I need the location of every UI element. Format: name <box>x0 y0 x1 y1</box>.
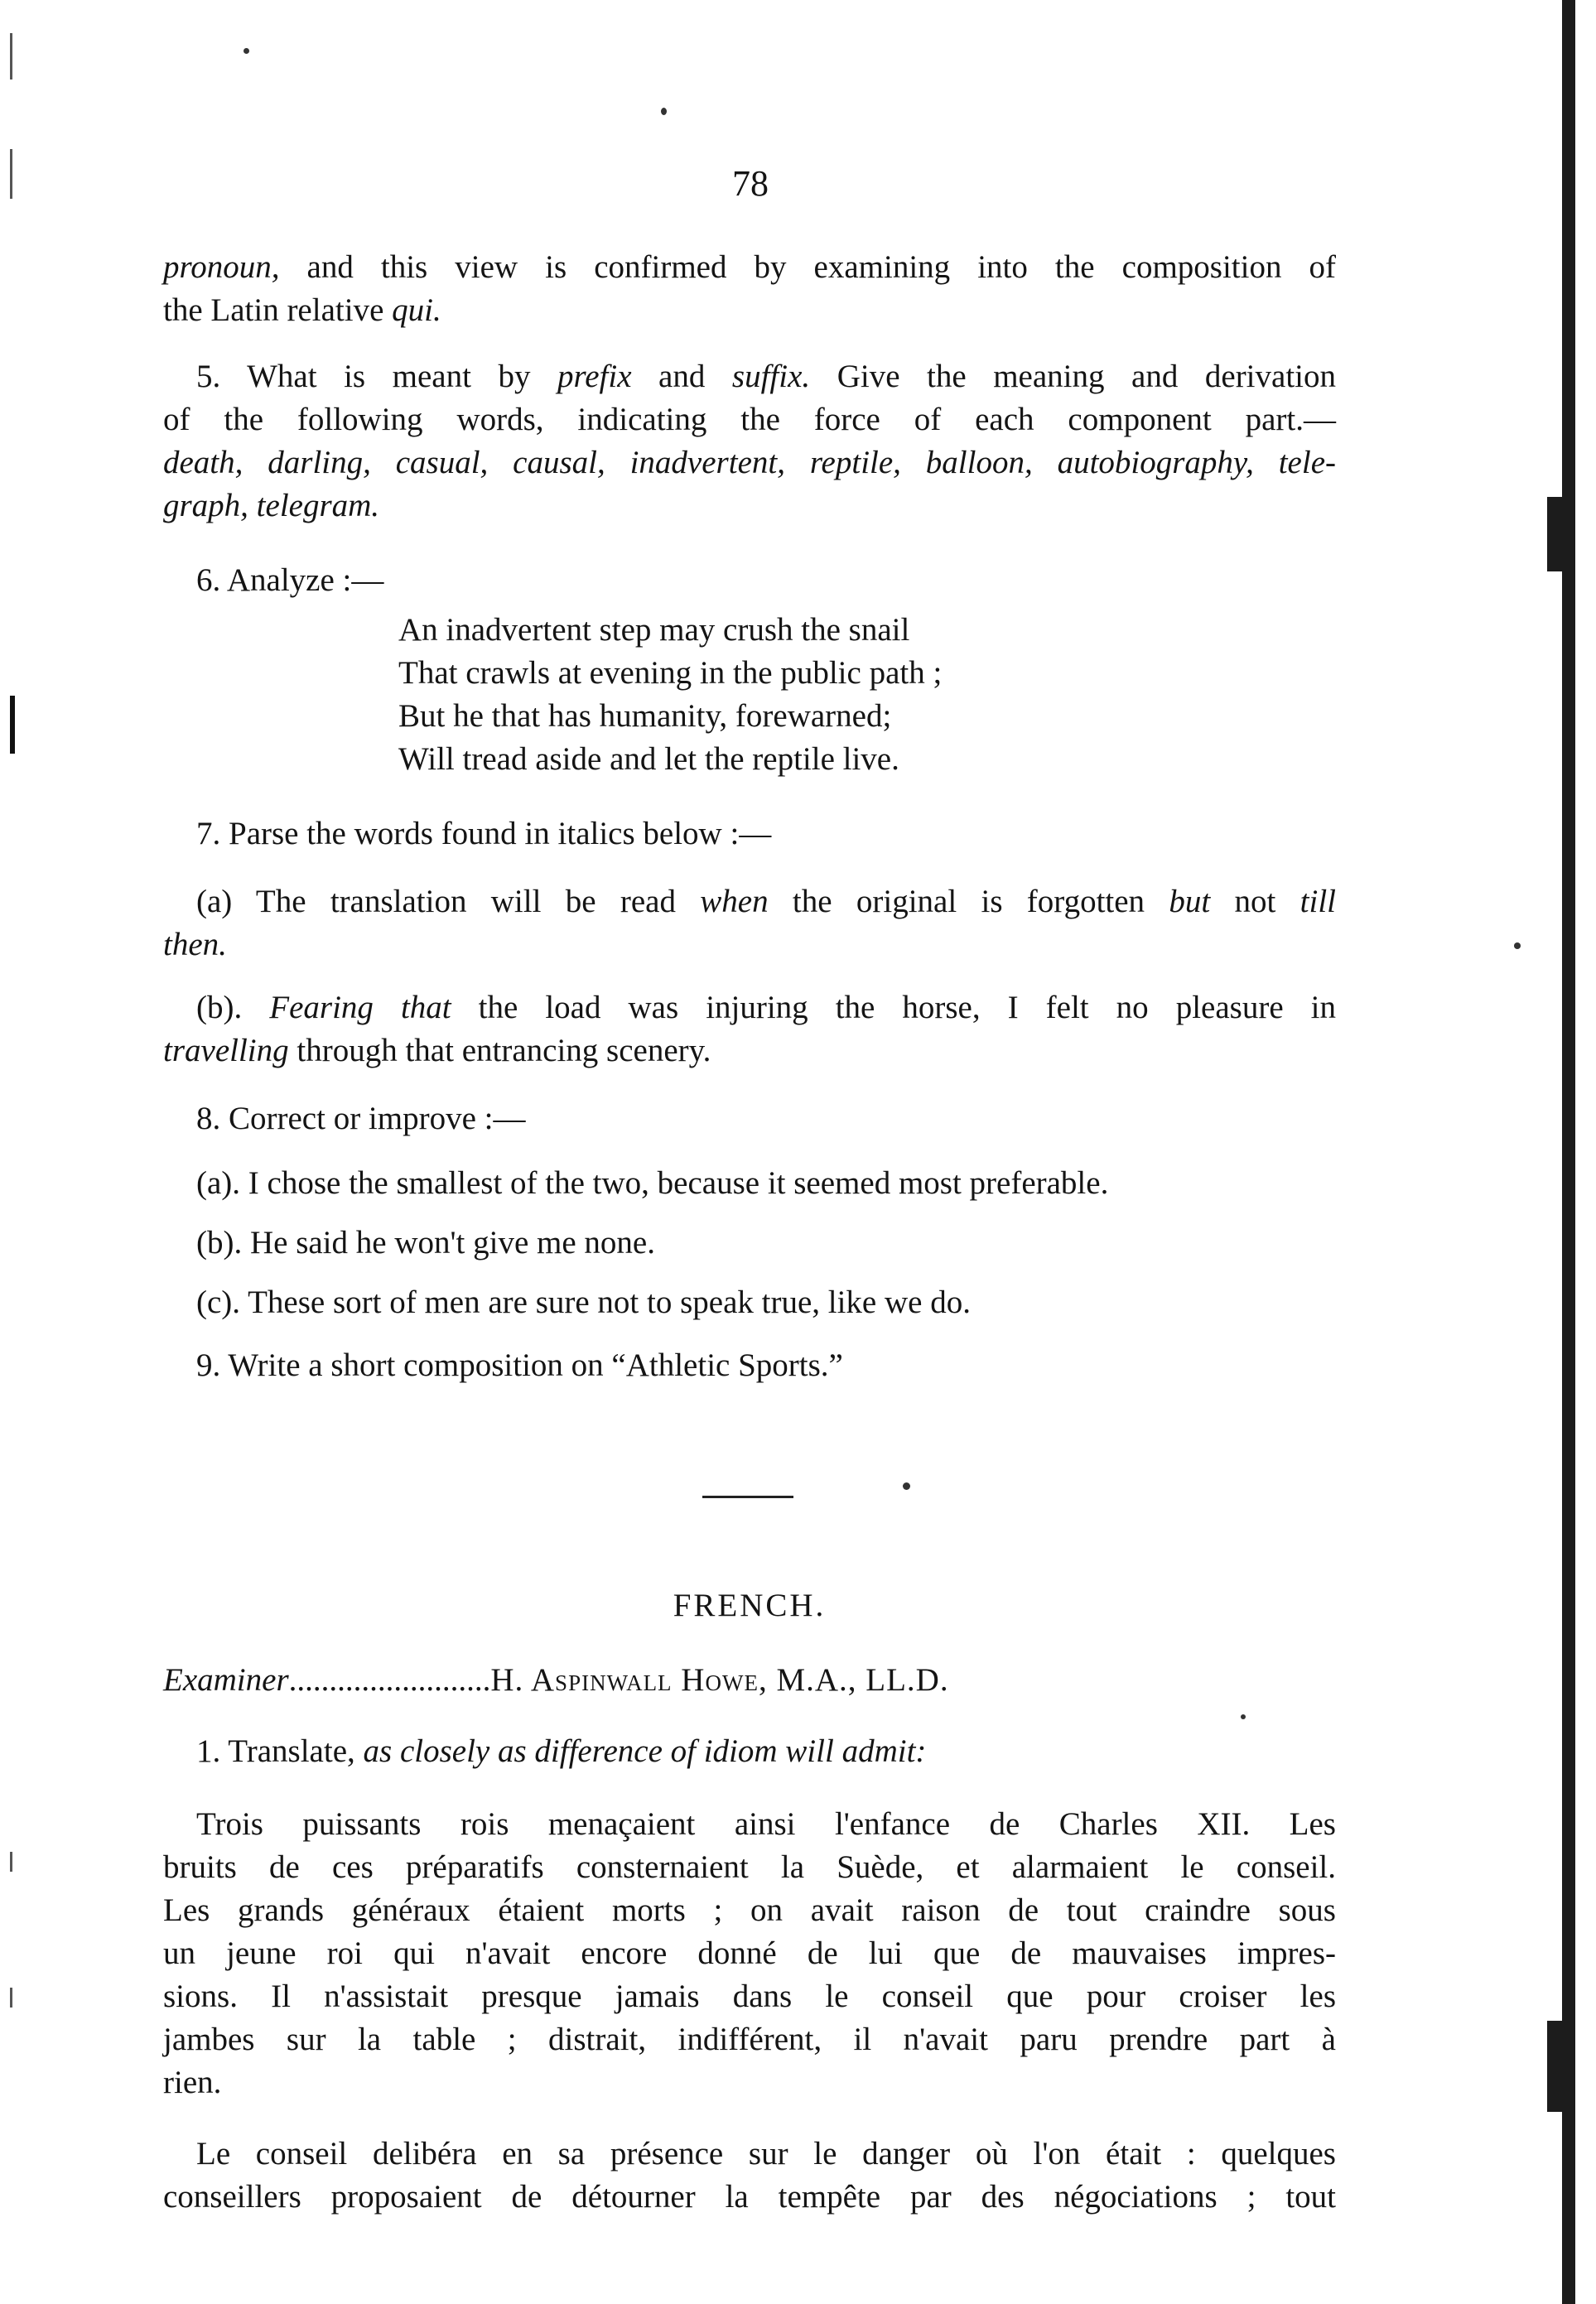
q4-line-2: the Latin relative qui. <box>163 292 441 328</box>
q5-line-1: 5. What is meant by prefix and suffix. Give the meaning and derivation <box>196 359 1337 394</box>
scan-margin-mark <box>10 1988 12 2008</box>
q5-word-list: death, darling, casual, causal, inadvertent, reptile, balloon, autobiography, tele- <box>163 445 1336 480</box>
scan-binding-edge <box>1562 0 1575 2304</box>
poem-line: That crawls at evening in the public path ; <box>398 655 943 691</box>
q7-label: 7. Parse the words found in italics below :— <box>196 816 772 851</box>
q5-word-list-end: graph, telegram. <box>163 488 380 523</box>
scan-speck <box>1241 1714 1246 1719</box>
section-divider <box>702 1496 793 1498</box>
page-number: 78 <box>732 163 769 204</box>
scan-margin-mark <box>10 33 12 80</box>
scan-binding-notch <box>1547 497 1564 571</box>
french-paragraph-line: bruits de ces préparatifs consternaient la Suède, et alarmaient le conseil. <box>163 1849 1336 1885</box>
q9: 9. Write a short composition on “Athletic Sports.” <box>196 1347 843 1383</box>
french-q1-label: 1. Translate, as closely as difference of idiom will admit: <box>196 1733 927 1769</box>
q7-b-line-2: travelling through that entrancing scenery. <box>163 1033 711 1068</box>
scan-margin-mark <box>10 149 12 199</box>
french-paragraph-line: jambes sur la table ; distrait, indifférent, il n'avait paru prendre part à <box>163 2022 1336 2057</box>
french-paragraph-line: un jeune roi qui n'avait encore donné de lui que de mauvaises impres- <box>163 1935 1336 1971</box>
q6-label: 6. Analyze :— <box>196 562 384 598</box>
scan-speck <box>1514 942 1521 949</box>
french-paragraph-line: sions. Il n'assistait presque jamais dans le conseil que pour croiser les <box>163 1979 1336 2014</box>
poem-line: Will tread aside and let the reptile live. <box>398 741 899 777</box>
scan-margin-mark <box>10 696 15 754</box>
examiner-line: Examiner.........................H. Aspinwall Howe, M.A., LL.D. <box>163 1662 949 1698</box>
q7-a-line-2: then. <box>163 927 227 962</box>
q8-label: 8. Correct or improve :— <box>196 1101 526 1136</box>
poem-line: But he that has humanity, forewarned; <box>398 698 892 734</box>
french-paragraph-line: Trois puissants rois menaçaient ainsi l'enfance de Charles XII. Les <box>196 1806 1336 1842</box>
scan-speck <box>661 108 667 115</box>
q8-a: (a). I chose the smallest of the two, because it seemed most preferable. <box>196 1165 1109 1201</box>
french-paragraph-line: Le conseil delibéra en sa présence sur le danger où l'on était : quelques <box>196 2136 1336 2171</box>
q5-line-2: of the following words, indicating the force of each component part.— <box>163 402 1336 437</box>
q8-c: (c). These sort of men are sure not to speak true, like we do. <box>196 1285 971 1320</box>
scan-binding-notch <box>1547 2021 1564 2112</box>
q4-line-1: pronoun, and this view is confirmed by examining into the composition of <box>163 249 1336 285</box>
french-paragraph-line: conseillers proposaient de détourner la tempête par des négociations ; tout <box>163 2179 1336 2215</box>
scan-margin-mark <box>10 1852 12 1872</box>
q7-a-line-1: (a) The translation will be read when the original is forgotten but not till <box>196 884 1336 919</box>
scan-speck <box>903 1482 910 1490</box>
french-paragraph-line: Les grands généraux étaient morts ; on avait raison de tout craindre sous <box>163 1892 1336 1928</box>
q7-b-line-1: (b). Fearing that the load was injuring the horse, I felt no pleasure in <box>196 990 1336 1025</box>
section-heading: FRENCH. <box>673 1588 827 1623</box>
q8-b: (b). He said he won't give me none. <box>196 1225 655 1260</box>
french-paragraph-line: rien. <box>163 2065 222 2100</box>
poem-line: An inadvertent step may crush the snail <box>398 612 910 648</box>
scan-speck <box>243 48 249 54</box>
